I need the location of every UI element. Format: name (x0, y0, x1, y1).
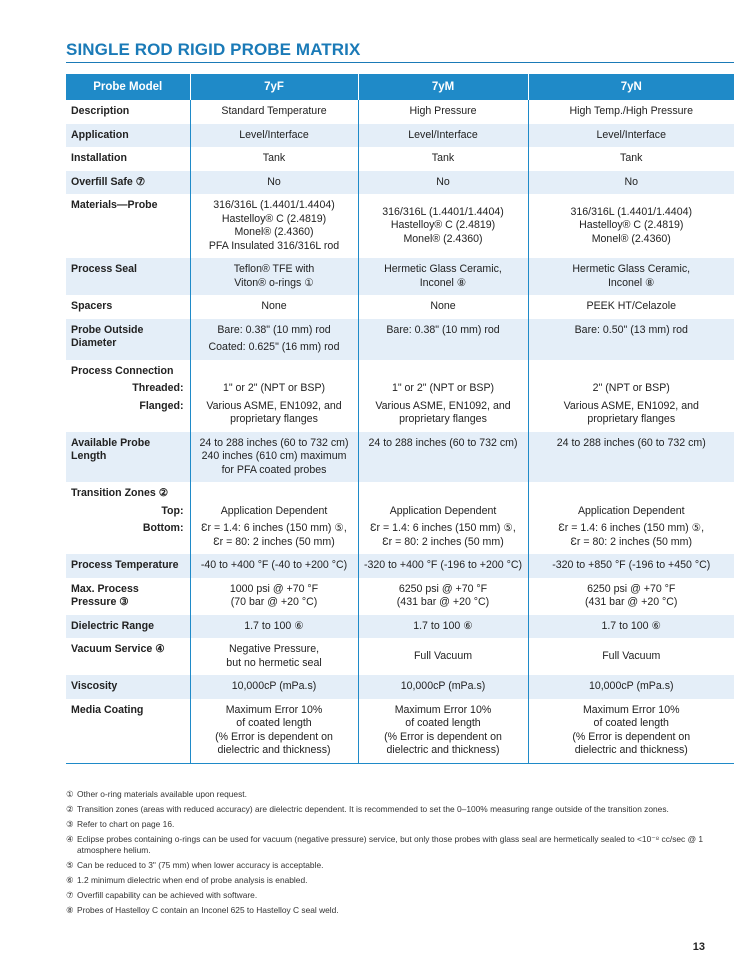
label-line: Diameter (71, 337, 117, 349)
row-label (66, 319, 190, 360)
cell-7yf: 10,000cP (mPa.s) (190, 675, 358, 699)
footnote-text: Refer to chart on page 16. (77, 819, 175, 829)
pressure-line: 6250 psi @ +70 °F (587, 582, 676, 595)
cell-7ym: None (358, 295, 528, 319)
cell-7ym (358, 360, 528, 432)
footnote (66, 789, 734, 800)
row-label: Dielectric Range (66, 615, 190, 639)
footnote-text: 1.2 minimum dielectric when end of probe analysis is enabled. (77, 874, 308, 885)
seal-line: Hermetic Glass Ceramic, (384, 263, 502, 275)
cell-7yn: Level/Interface (528, 124, 734, 148)
cell-7ym: Full Vacuum (358, 638, 528, 675)
header-probe-model: Probe Model (66, 74, 190, 100)
length-line: for PFA coated probes (221, 463, 327, 476)
label-line: Available Probe (71, 436, 151, 449)
cell-7yf: No (190, 171, 358, 195)
coating-line: of coated length (593, 717, 669, 729)
footnote-number: ④ (66, 834, 74, 844)
cell-7yn: High Temp./High Pressure (528, 100, 734, 124)
row-process-temperature (66, 554, 734, 578)
material-line: 316/316L (1.4401/1.4404) (570, 205, 693, 218)
cell-7yf (190, 638, 358, 675)
flanged-line: Various ASME, EN1092, and (563, 399, 699, 412)
cell-7yn: -320 to +850 °F (-196 to +450 °C) (528, 554, 734, 578)
bottom-label: Bottom: (142, 522, 184, 534)
row-media-coating (66, 699, 734, 764)
row-probe-length (66, 432, 734, 483)
coating-line: (% Error is dependent on (384, 730, 502, 743)
cell-7yf: 1.7 to 100 ⑥ (190, 615, 358, 639)
threaded-label: Threaded: (132, 382, 184, 394)
footnote-text: Can be reduced to 3" (75 mm) when lower accuracy is acceptable. (77, 859, 324, 870)
cell-7yf (190, 432, 358, 483)
cell-7yn: 10,000cP (mPa.s) (528, 675, 734, 699)
length-line: 240 inches (610 cm) maximum (201, 450, 347, 462)
coating-line: Maximum Error 10% (225, 703, 323, 716)
coating-line: (% Error is dependent on (215, 730, 333, 743)
cell-7ym: Tank (358, 147, 528, 171)
row-label: Process Seal (66, 258, 190, 295)
row-label: Process Temperature (66, 554, 190, 578)
cell-7yn: 1.7 to 100 ⑥ (528, 615, 734, 639)
cell-7ym: -320 to +400 °F (-196 to +200 °C) (358, 554, 528, 578)
pressure-line: (431 bar @ +20 °C) (396, 596, 490, 608)
flanged-line: proprietary flanges (399, 413, 487, 425)
material-line: Hastelloy® C (2.4819) (221, 212, 327, 225)
pressure-line: 6250 psi @ +70 °F (398, 582, 488, 595)
footnote (66, 819, 734, 830)
vacuum-line: but no hermetic seal (226, 656, 322, 669)
material-line: 316/316L (1.4401/1.4404) (382, 205, 504, 218)
cell-7yn: Full Vacuum (528, 638, 734, 675)
pressure-line: (431 bar @ +20 °C) (585, 596, 678, 608)
header-7ym: 7yM (358, 74, 528, 100)
row-max-pressure (66, 578, 734, 615)
cell-7ym: High Pressure (358, 100, 528, 124)
cell-7ym (358, 482, 528, 554)
row-probe-diameter (66, 319, 734, 360)
cell-7yf: Tank (190, 147, 358, 171)
cell-7ym (358, 194, 528, 258)
row-transition-zones (66, 482, 734, 554)
material-line: Hastelloy® C (2.4819) (390, 219, 496, 232)
cell-7yn (528, 699, 734, 764)
cell-7yn: No (528, 171, 734, 195)
flanged-line: Various ASME, EN1092, and (375, 399, 511, 412)
cell-7ym: Level/Interface (358, 124, 528, 148)
row-label: Viscosity (66, 675, 190, 699)
page-title: SINGLE ROD RIGID PROBE MATRIX (66, 40, 361, 59)
footnote-number: ⑦ (66, 889, 74, 900)
row-label (66, 360, 190, 432)
row-label: Application (66, 124, 190, 148)
row-viscosity (66, 675, 734, 699)
coating-line: (% Error is dependent on (572, 730, 691, 743)
footnote-number: ⑧ (66, 904, 74, 915)
diameter-line: Bare: 0.38" (10 mm) rod (217, 323, 331, 336)
row-label (66, 482, 190, 554)
top-value: Application Dependent (389, 504, 497, 517)
header-row (66, 74, 734, 100)
length-line: 24 to 288 inches (60 to 732 cm) (199, 436, 349, 449)
footnote-number: ② (66, 804, 74, 814)
bottom-line: Ɛr = 80: 2 inches (50 mm) (213, 535, 335, 548)
cell-7yf (190, 482, 358, 554)
cell-7yf: Standard Temperature (190, 100, 358, 124)
threaded-value: 1" or 2" (NPT or BSP) (222, 382, 326, 394)
row-label (66, 578, 190, 615)
cell-7yf: -40 to +400 °F (-40 to +200 °C) (190, 554, 358, 578)
cell-7ym (358, 258, 528, 295)
material-line: Hastelloy® C (2.4819) (579, 219, 684, 232)
top-value: Application Dependent (220, 504, 328, 517)
cell-7yf (190, 578, 358, 615)
footnote-number: ③ (66, 819, 74, 829)
cell-7yn: 24 to 288 inches (60 to 732 cm) (528, 432, 734, 483)
cell-7ym: Bare: 0.38" (10 mm) rod (358, 319, 528, 360)
footnote-number: ① (66, 789, 74, 799)
cell-7yn (528, 258, 734, 295)
row-label: Vacuum Service ④ (71, 643, 165, 655)
row-label: Description (71, 105, 130, 117)
bottom-line: Ɛr = 80: 2 inches (50 mm) (570, 535, 692, 548)
cell-7yn: PEEK HT/Celazole (528, 295, 734, 319)
footnote (66, 875, 734, 886)
cell-7ym: No (358, 171, 528, 195)
footnote-text: Eclipse probes containing o-rings can be used for vacuum (negative pressure) service, but only those probes with glass seal are hermetically sealed to <10⁻⁸ cc/sec @ 1 atmosphere helium. (77, 834, 704, 855)
row-overfill-safe (66, 171, 734, 195)
row-process-connection (66, 360, 734, 432)
cell-7ym: 10,000cP (mPa.s) (358, 675, 528, 699)
cell-7yf: None (190, 295, 358, 319)
diameter-line: Coated: 0.625" (16 mm) rod (208, 341, 340, 353)
footnote (66, 890, 734, 901)
threaded-value: 1" or 2" (NPT or BSP) (391, 382, 495, 394)
top-value: Application Dependent (577, 504, 685, 517)
vacuum-line: Negative Pressure, (228, 643, 320, 655)
label-line: Process Connection (71, 364, 174, 377)
footnote-number: ⑥ (66, 874, 74, 885)
cell-7yn (528, 578, 734, 615)
footnotes (66, 789, 734, 920)
coating-line: dielectric and thickness) (217, 744, 331, 756)
cell-7yf (190, 699, 358, 764)
coating-line: dielectric and thickness) (386, 744, 500, 756)
cell-7ym: 1.7 to 100 ⑥ (358, 615, 528, 639)
label-line: Probe Outside (71, 323, 144, 336)
label-line: Pressure ③ (71, 596, 129, 608)
cell-7yf (190, 319, 358, 360)
row-dielectric-range (66, 615, 734, 639)
cell-7yn: Bare: 0.50" (13 mm) rod (528, 319, 734, 360)
row-label: Overfill Safe ⑦ (66, 171, 190, 195)
row-label: Spacers (71, 300, 113, 312)
material-line: Monel® (2.4360) (234, 226, 314, 238)
footnote (66, 804, 734, 815)
cell-7yf: Level/Interface (190, 124, 358, 148)
cell-7yf (190, 258, 358, 295)
material-line: Monel® (2.4360) (591, 232, 671, 245)
footnote-number: ⑤ (66, 859, 74, 870)
bottom-line: Ɛr = 1.4: 6 inches (150 mm) ⑤, (558, 522, 705, 534)
flanged-line: proprietary flanges (587, 413, 676, 425)
footnote-text: Transition zones (areas with reduced accuracy) are dielectric dependent. It is recommended to set the 0–100% measuring range outside of the transition zones. (77, 804, 669, 814)
cell-7yf (190, 360, 358, 432)
probe-matrix-table (66, 74, 734, 764)
row-installation (66, 147, 734, 171)
coating-line: of coated length (236, 717, 312, 729)
coating-line: Maximum Error 10% (394, 703, 492, 716)
flanged-label: Flanged: (139, 399, 184, 412)
pressure-line: (70 bar @ +20 °C) (230, 596, 318, 608)
coating-line: of coated length (405, 717, 481, 729)
coating-line: dielectric and thickness) (574, 744, 688, 756)
cell-7yf (190, 194, 358, 258)
top-label: Top: (161, 504, 184, 517)
footnote (66, 834, 734, 855)
row-description (66, 100, 734, 124)
row-label (66, 432, 190, 483)
footnote-text: Probes of Hastelloy C contain an Inconel 625 to Hastelloy C seal weld. (77, 904, 339, 915)
row-vacuum-service (66, 638, 734, 675)
bottom-line: Ɛr = 1.4: 6 inches (150 mm) ⑤, (370, 522, 516, 534)
row-label: Media Coating (66, 699, 190, 764)
label-line: Transition Zones ② (71, 487, 169, 499)
header-7yf: 7yF (190, 74, 358, 100)
seal-line: Viton® o-rings ① (234, 276, 314, 289)
page-number: 13 (692, 941, 705, 953)
cell-7ym: 24 to 288 inches (60 to 732 cm) (358, 432, 528, 483)
seal-line: Hermetic Glass Ceramic, (572, 263, 691, 275)
material-line: Monel® (2.4360) (403, 232, 483, 245)
bottom-line: Ɛr = 1.4: 6 inches (150 mm) ⑤, (201, 522, 347, 534)
footnote-text: Overfill capability can be achieved with software. (77, 889, 258, 900)
cell-7ym (358, 578, 528, 615)
row-spacers (66, 295, 734, 319)
flanged-line: proprietary flanges (230, 413, 318, 425)
row-label: Installation (71, 152, 127, 164)
cell-7yn (528, 194, 734, 258)
cell-7yn (528, 482, 734, 554)
coating-line: Maximum Error 10% (582, 703, 680, 716)
cell-7yn: Tank (528, 147, 734, 171)
pressure-line: 1000 psi @ +70 °F (229, 582, 319, 595)
row-label: Materials—Probe (71, 199, 158, 211)
label-line: Max. Process (71, 582, 139, 595)
row-application (66, 124, 734, 148)
material-line: 316/316L (1.4401/1.4404) (213, 199, 335, 211)
threaded-value: 2" (NPT or BSP) (592, 382, 670, 394)
flanged-line: Various ASME, EN1092, and (206, 399, 342, 412)
seal-line: Inconel ⑧ (419, 276, 467, 289)
title-rule (66, 62, 734, 63)
bottom-line: Ɛr = 80: 2 inches (50 mm) (382, 535, 504, 548)
row-materials (66, 194, 734, 258)
footnote (66, 860, 734, 871)
label-line: Length (71, 450, 107, 462)
seal-line: Inconel ⑧ (607, 276, 655, 289)
cell-7ym (358, 699, 528, 764)
row-process-seal (66, 258, 734, 295)
seal-line: Teflon® TFE with (233, 263, 315, 275)
footnote (66, 905, 734, 916)
footnote-text: Other o-ring materials available upon request. (77, 789, 247, 799)
material-line: PFA Insulated 316/316L rod (208, 239, 340, 252)
cell-7yn (528, 360, 734, 432)
header-7yn: 7yN (528, 74, 734, 100)
